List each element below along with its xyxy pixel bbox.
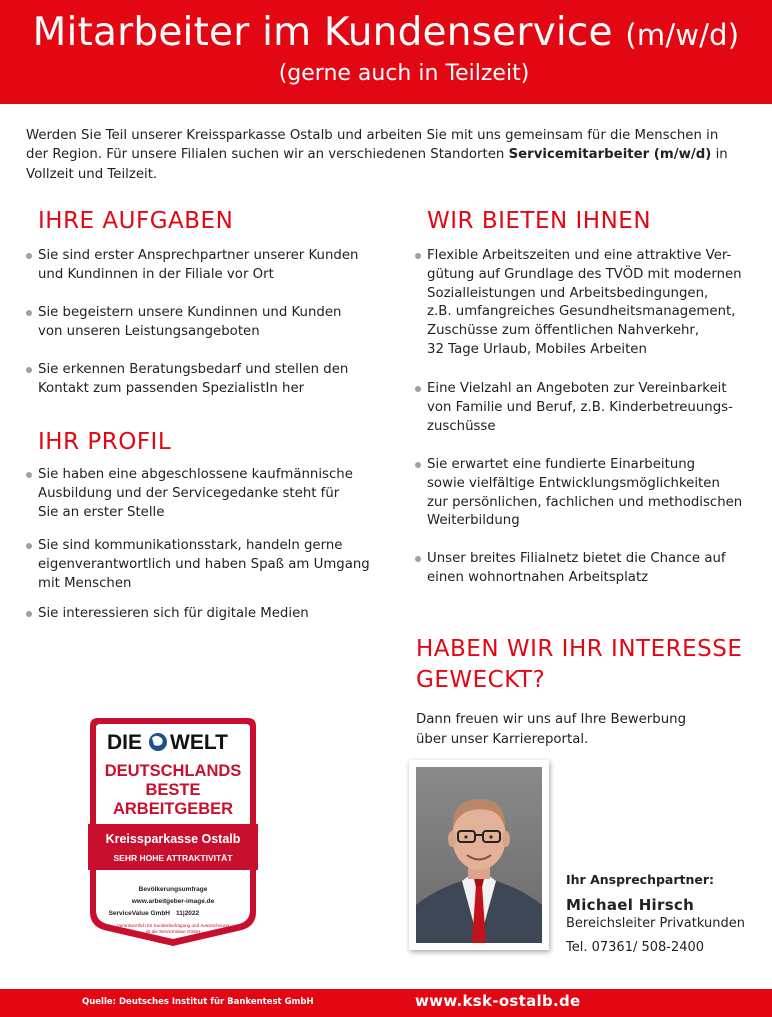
list-item — [26, 537, 370, 593]
footer-url-link[interactable]: www.ksk-ostalb.de — [415, 992, 581, 1010]
item-line: Sie sind kommunikationsstark, handeln gerne — [38, 538, 343, 553]
badge-company: Kreissparkasse Ostalb — [105, 832, 241, 846]
award-badge — [88, 716, 258, 948]
item-line: sowie vielfältige Entwicklungsmöglichkeiten — [427, 475, 720, 491]
item-line: Sie sind erster Ansprechpartner unserer Kunden — [38, 248, 359, 263]
intro-text-1: Werden Sie Teil unserer Kreissparkasse Ostalb und arbeiten Sie mit uns gemeinsam für die Menschen in der Region. Für unsere Filialen suchen wir an verschiedenen Standorten — [26, 128, 719, 163]
bullet-icon — [26, 611, 32, 617]
badge-title-1: DEUTSCHLANDS — [104, 762, 242, 780]
cta-text-line: Dann freuen wir uns auf Ihre Bewerbung — [416, 712, 687, 727]
footer-source: Quelle: Deutsches Institut für Bankentest GmbH — [82, 997, 314, 1007]
intro-paragraph — [26, 126, 736, 184]
list-item — [26, 466, 353, 522]
badge-title-2: BESTE — [145, 781, 201, 799]
list-item — [26, 361, 348, 399]
list-item — [415, 550, 726, 588]
contact-label: Ihr Ansprechpartner: — [566, 872, 715, 887]
bullet-icon — [26, 367, 32, 373]
item-line: Weiterbildung — [427, 513, 520, 529]
cta-text-line: über unser Karriereportal. — [416, 732, 589, 747]
bullet-icon — [26, 310, 32, 316]
item-line: Sie erwartet eine fundierte Einarbeitung — [427, 457, 696, 472]
item-line: von unseren Leistungsangeboten — [38, 323, 260, 339]
item-line: Sie begeistern unsere Kundinnen und Kunden — [38, 305, 342, 320]
item-line: Sie interessieren sich für digitale Medien — [38, 606, 309, 621]
item-line: Sozialleistungen und Arbeitsbedingungen, — [427, 285, 709, 301]
profile-heading: IHR PROFIL — [38, 429, 172, 455]
portrait-image — [416, 767, 542, 943]
badge-rating: SEHR HOHE ATTRAKTIVITÄT — [113, 853, 233, 863]
page-title — [0, 8, 772, 60]
item-line: Zuschüsse zum öffentlichen Nahverkehr, — [427, 323, 700, 339]
badge-date: 11|2022 — [176, 910, 200, 917]
badge-note-2: ist die ServiceValue GmbH — [145, 929, 201, 934]
tasks-heading: IHRE AUFGABEN — [38, 208, 234, 234]
contact-role: Bereichsleiter Privatkunden — [566, 916, 745, 931]
contact-phone: Tel. 07361/ 508-2400 — [566, 940, 705, 955]
bullet-icon — [415, 386, 421, 392]
list-item — [415, 380, 733, 436]
header-banner — [0, 0, 772, 104]
item-line: von Familie und Beruf, z.B. Kinderbetreuungs- — [427, 399, 733, 415]
item-line: und Kundinnen in der Filiale vor Ort — [38, 266, 274, 282]
item-line: mit Menschen — [38, 575, 132, 591]
intro-bold: Servicemitarbeiter (m/w/d) — [508, 147, 712, 163]
contact-name: Michael Hirsch — [566, 896, 695, 914]
cta-heading — [416, 634, 742, 696]
cta-text — [416, 710, 686, 750]
bullet-icon — [415, 556, 421, 562]
list-item — [26, 304, 341, 342]
badge-ribbon — [88, 824, 258, 870]
item-line: Unser breites Filialnetz bietet die Chance auf — [427, 551, 726, 566]
list-item — [26, 247, 358, 285]
item-line: eigenverantwortlich und haben Spaß am Umgang — [38, 556, 370, 572]
item-line: gütung auf Grundlage des TVÖD mit modernen — [427, 266, 742, 282]
list-item — [415, 456, 742, 531]
badge-url: www.arbeitgeber-image.de — [131, 898, 215, 905]
bullet-icon — [26, 543, 32, 549]
intro-text-2: in Vollzeit und Teilzeit. — [26, 147, 728, 182]
badge-survey: Bevölkerungsumfrage — [138, 886, 208, 893]
item-line: Flexible Arbeitszeiten und eine attraktive Ver- — [427, 248, 732, 263]
item-line: einen wohnortnahen Arbeitsplatz — [427, 569, 649, 585]
bullet-icon — [415, 462, 421, 468]
item-line: Sie an erster Stelle — [38, 504, 165, 520]
badge-logo-welt: WELT — [170, 731, 228, 754]
item-line: 32 Tage Urlaub, Mobiles Arbeiten — [427, 341, 647, 357]
title-text: Mitarbeiter im Kundenservice — [32, 10, 613, 55]
footer-bar — [0, 989, 772, 1017]
item-line: zuschüsse — [427, 418, 496, 434]
bullet-icon — [26, 253, 32, 259]
badge-org: ServiceValue GmbH — [108, 910, 170, 917]
badge-title-3: ARBEITGEBER — [112, 800, 234, 818]
bullet-icon — [415, 253, 421, 259]
item-line: Ausbildung und der Servicegedanke steht für — [38, 485, 340, 501]
item-line: z.B. umfangreiches Gesundheitsmanagement, — [427, 304, 736, 320]
offer-heading: WIR BIETEN IHNEN — [427, 208, 652, 234]
contact-photo — [409, 760, 549, 950]
item-line: Sie erkennen Beratungsbedarf und stellen den — [38, 362, 349, 377]
cta-heading-line: HABEN WIR IHR INTERESSE — [416, 636, 743, 662]
title-suffix: (m/w/d) — [625, 18, 740, 52]
cta-heading-line: GEWECKT? — [416, 667, 546, 693]
contact-block — [566, 871, 745, 957]
badge-logo-die: DIE — [107, 731, 143, 754]
page-subtitle: (gerne auch in Teilzeit) — [278, 61, 530, 86]
badge-note-1: Verantwortlich für Kundenbefragung und Auszeichnung — [116, 923, 230, 928]
item-line: Kontakt zum passenden SpezialistIn her — [38, 380, 305, 396]
list-item — [26, 605, 309, 624]
item-line: Eine Vielzahl an Angeboten zur Vereinbarkeit — [427, 381, 727, 396]
list-item — [415, 247, 742, 360]
bullet-icon — [26, 472, 32, 478]
item-line: zur persönlichen, fachlichen und methodischen — [427, 494, 743, 510]
item-line: Sie haben eine abgeschlossene kaufmännische — [38, 467, 353, 482]
